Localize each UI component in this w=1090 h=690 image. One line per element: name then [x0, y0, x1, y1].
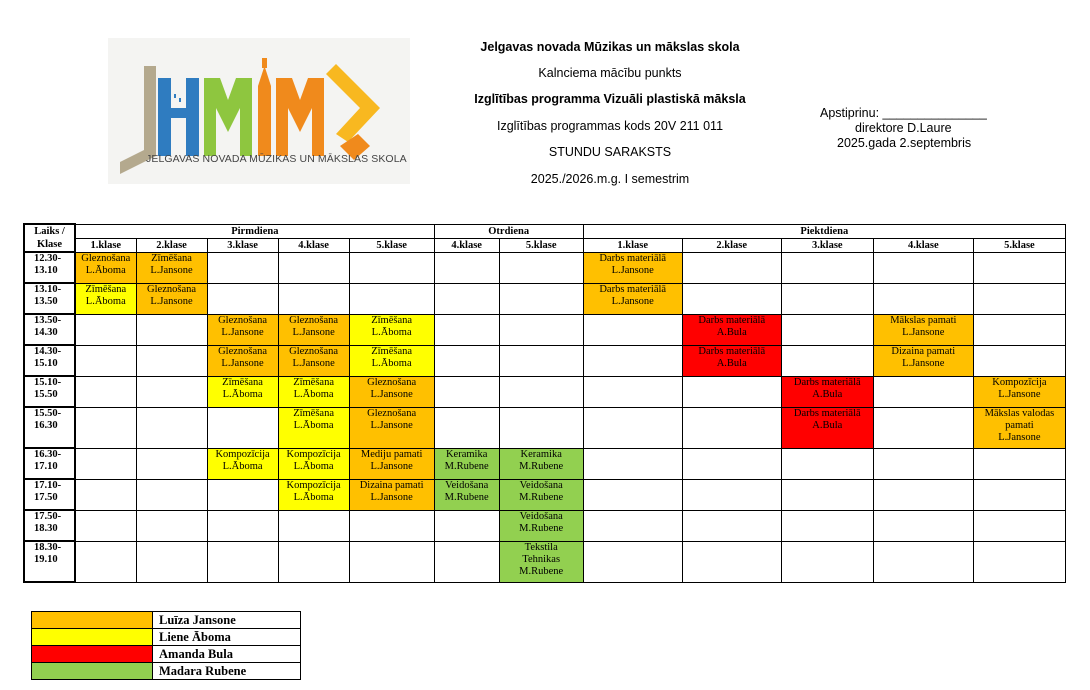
empty-cell — [75, 407, 136, 448]
approval-director: direktore D.Laure — [855, 121, 952, 135]
lesson-cell — [781, 376, 873, 407]
empty-cell — [682, 479, 781, 510]
lesson-subject: Tehnikas — [522, 553, 561, 565]
time-slot — [24, 510, 75, 541]
time-slot — [24, 345, 75, 376]
schedule-row — [24, 252, 1066, 283]
lesson-cell — [434, 448, 499, 479]
lesson-subject: Gleznošana — [367, 376, 417, 388]
lesson-teacher: M.Rubene — [519, 522, 564, 534]
empty-cell — [682, 407, 781, 448]
time-slot-line: 19.10 — [34, 554, 58, 565]
schedule-row — [24, 314, 1066, 345]
empty-cell — [973, 252, 1065, 283]
time-class-header — [24, 224, 75, 252]
time-slot-line: 13.10 — [34, 265, 58, 276]
class-header: 5.klase — [349, 238, 434, 252]
lesson-cell — [349, 376, 434, 407]
lesson-teacher: L.Jansone — [292, 326, 335, 338]
empty-cell — [434, 510, 499, 541]
class-header: 4.klase — [873, 238, 973, 252]
empty-cell — [682, 448, 781, 479]
legend-label: Madara Rubene — [153, 663, 301, 680]
lesson-subject: Veidošana — [519, 479, 563, 491]
class-header: 3.klase — [781, 238, 873, 252]
legend-swatch — [32, 629, 153, 646]
lesson-subject: Gleznošana — [81, 252, 131, 264]
empty-cell — [136, 510, 207, 541]
empty-cell — [781, 448, 873, 479]
lesson-teacher: L.Jansone — [611, 264, 654, 276]
lesson-cell — [207, 376, 278, 407]
lesson-teacher: L.Jansone — [902, 357, 945, 369]
empty-cell — [207, 283, 278, 314]
empty-cell — [75, 448, 136, 479]
lesson-teacher: L.Āboma — [293, 419, 334, 431]
class-header: 1.klase — [75, 238, 136, 252]
lesson-teacher: L.Jansone — [902, 326, 945, 338]
legend-label: Liene Āboma — [153, 629, 301, 646]
lesson-cell — [278, 407, 349, 448]
time-slot-line: 13.10- — [34, 284, 62, 295]
class-header: 5.klase — [499, 238, 583, 252]
lesson-teacher: L.Jansone — [370, 419, 413, 431]
empty-cell — [682, 376, 781, 407]
empty-cell — [873, 479, 973, 510]
time-slot-line: 17.10 — [34, 461, 58, 472]
time-slot-line: 17.10- — [34, 480, 62, 491]
empty-cell — [973, 479, 1065, 510]
lesson-cell — [278, 376, 349, 407]
empty-cell — [349, 283, 434, 314]
lesson-cell — [583, 283, 682, 314]
approval-date: 2025.gada 2.septembris — [837, 136, 972, 150]
empty-cell — [973, 345, 1065, 376]
empty-cell — [434, 314, 499, 345]
lesson-subject: Mākslas valodas — [984, 407, 1055, 419]
lesson-subject: Darbs materiālā — [698, 345, 766, 357]
lesson-cell — [349, 407, 434, 448]
empty-cell — [781, 252, 873, 283]
day-header-tuesday: Otrdiena — [434, 224, 583, 238]
school-name: Jelgavas novada Mūzikas un mākslas skola — [480, 40, 740, 54]
empty-cell — [75, 541, 136, 582]
empty-cell — [434, 541, 499, 582]
lesson-teacher: L.Jansone — [370, 388, 413, 400]
class-header: 4.klase — [278, 238, 349, 252]
lesson-subject: Kompozīcija — [992, 376, 1047, 388]
empty-cell — [781, 510, 873, 541]
lesson-cell — [278, 479, 349, 510]
lesson-subject: Zīmēšana — [371, 345, 413, 357]
lesson-teacher: L.Jansone — [221, 357, 264, 369]
empty-cell — [583, 376, 682, 407]
lesson-teacher: L.Āboma — [293, 460, 334, 472]
lesson-teacher: A.Bula — [716, 326, 747, 338]
empty-cell — [973, 448, 1065, 479]
lesson-teacher: A.Bula — [812, 419, 843, 431]
teacher-legend — [31, 611, 301, 680]
class-header: 4.klase — [434, 238, 499, 252]
lesson-cell — [349, 448, 434, 479]
lesson-teacher: L.Jansone — [611, 295, 654, 307]
empty-cell — [434, 252, 499, 283]
class-header: 5.klase — [973, 238, 1065, 252]
lesson-teacher: M.Rubene — [519, 491, 564, 503]
lesson-teacher: M.Rubene — [444, 491, 489, 503]
lesson-teacher: L.Jansone — [150, 295, 193, 307]
time-slot-line: 18.30- — [34, 542, 62, 553]
empty-cell — [499, 376, 583, 407]
empty-cell — [873, 283, 973, 314]
time-slot-line: 14.30- — [34, 346, 62, 357]
schedule-row — [24, 541, 1066, 582]
class-header: 3.klase — [207, 238, 278, 252]
lesson-teacher: L.Āboma — [293, 388, 334, 400]
lesson-subject: Keramika — [445, 448, 488, 460]
time-slot — [24, 252, 75, 283]
lesson-teacher: L.Āboma — [222, 460, 263, 472]
empty-cell — [278, 283, 349, 314]
empty-cell — [434, 283, 499, 314]
program-name: Izglītības programma Vizuāli plastiskā māksla — [474, 92, 746, 106]
lesson-cell — [499, 479, 583, 510]
time-slot-line: 15.10- — [34, 377, 62, 388]
lesson-subject: Dizaina pamati — [891, 345, 956, 357]
time-slot-line: 13.50 — [34, 296, 58, 307]
lesson-cell — [499, 510, 583, 541]
lesson-cell — [434, 479, 499, 510]
empty-cell — [349, 510, 434, 541]
empty-cell — [278, 541, 349, 582]
lesson-teacher: L.Āboma — [85, 264, 126, 276]
school-logo — [108, 38, 410, 184]
empty-cell — [434, 345, 499, 376]
empty-cell — [75, 479, 136, 510]
lesson-teacher: M.Rubene — [519, 460, 564, 472]
time-slot-line: 18.30 — [34, 523, 58, 534]
legend-row — [32, 629, 301, 646]
approval-signature-line: Apstiprinu: _______________ — [820, 106, 987, 120]
lesson-subject: Gleznošana — [218, 314, 268, 326]
lesson-subject: Gleznošana — [218, 345, 268, 357]
time-slot — [24, 376, 75, 407]
lesson-cell — [781, 407, 873, 448]
empty-cell — [583, 314, 682, 345]
lesson-subject: Gleznošana — [147, 283, 197, 295]
legend-row — [32, 612, 301, 629]
empty-cell — [781, 283, 873, 314]
empty-cell — [136, 376, 207, 407]
schedule-row — [24, 479, 1066, 510]
lesson-cell — [349, 479, 434, 510]
lesson-subject: Gleznošana — [367, 407, 417, 419]
time-slot-line: 16.30 — [34, 420, 58, 431]
empty-cell — [781, 314, 873, 345]
empty-cell — [136, 314, 207, 345]
time-slot-line: 14.30 — [34, 327, 58, 338]
lesson-cell — [75, 283, 136, 314]
lesson-subject: Darbs materiālā — [599, 252, 667, 264]
time-slot-line: 15.50- — [34, 408, 62, 419]
time-slot — [24, 479, 75, 510]
empty-cell — [75, 345, 136, 376]
lesson-teacher: A.Bula — [716, 357, 747, 369]
schedule-row — [24, 376, 1066, 407]
empty-cell — [781, 541, 873, 582]
empty-cell — [781, 345, 873, 376]
schedule-table — [23, 223, 1066, 583]
lesson-subject: Zīmēšana — [222, 376, 263, 388]
day-header-friday: Piektdiena — [583, 224, 1065, 238]
lesson-subject: Zīmēšana — [371, 314, 413, 326]
approval-block — [800, 106, 987, 150]
class-header: 2.klase — [136, 238, 207, 252]
empty-cell — [682, 510, 781, 541]
empty-cell — [434, 376, 499, 407]
lesson-cell — [207, 448, 278, 479]
time-slot — [24, 541, 75, 582]
lesson-teacher: L.Āboma — [293, 491, 334, 503]
branch-name: Kalnciema mācību punkts — [538, 66, 682, 80]
lesson-subject: Gleznošana — [289, 345, 339, 357]
legend-swatch — [32, 663, 153, 680]
lesson-teacher: A.Bula — [812, 388, 843, 400]
empty-cell — [207, 510, 278, 541]
lesson-cell — [136, 252, 207, 283]
empty-cell — [583, 345, 682, 376]
lesson-subject: pamati — [1005, 419, 1034, 431]
lesson-cell — [207, 314, 278, 345]
lesson-cell — [873, 345, 973, 376]
lesson-subject: Kompozīcija — [286, 448, 341, 460]
legend-row — [32, 646, 301, 663]
program-code: Izglītības programmas kods 20V 211 011 — [496, 119, 724, 133]
lesson-teacher: M.Rubene — [444, 460, 489, 472]
lesson-subject: Keramika — [520, 448, 562, 460]
time-header-label: Laiks / — [34, 226, 65, 237]
empty-cell — [682, 252, 781, 283]
empty-cell — [499, 407, 583, 448]
empty-cell — [278, 510, 349, 541]
class-header: 2.klase — [682, 238, 781, 252]
time-slot-line: 16.30- — [34, 449, 62, 460]
lesson-cell — [278, 448, 349, 479]
lesson-cell — [873, 314, 973, 345]
legend-row — [32, 663, 301, 680]
lesson-teacher: L.Āboma — [371, 326, 412, 338]
lesson-subject: Veidošana — [519, 510, 563, 522]
lesson-cell — [136, 283, 207, 314]
empty-cell — [583, 448, 682, 479]
empty-cell — [873, 541, 973, 582]
lesson-cell — [349, 345, 434, 376]
class-header-label: Klase — [36, 239, 63, 250]
time-slot-line: 13.50- — [34, 315, 62, 326]
legend-swatch — [32, 646, 153, 663]
lesson-cell — [583, 252, 682, 283]
empty-cell — [873, 448, 973, 479]
lesson-teacher: M.Rubene — [519, 565, 564, 577]
lesson-teacher: L.Āboma — [371, 357, 412, 369]
empty-cell — [136, 345, 207, 376]
lesson-cell — [278, 314, 349, 345]
lesson-teacher: L.Āboma — [222, 388, 263, 400]
lesson-subject: Dizaina pamati — [359, 479, 424, 491]
empty-cell — [207, 407, 278, 448]
time-slot-line: 17.50- — [34, 511, 62, 522]
lesson-subject: Darbs materiālā — [599, 283, 667, 295]
empty-cell — [434, 407, 499, 448]
time-slot-line: 17.50 — [34, 492, 58, 503]
lesson-cell — [207, 345, 278, 376]
lesson-teacher: L.Āboma — [85, 295, 126, 307]
lesson-teacher: L.Jansone — [150, 264, 193, 276]
schedule-row — [24, 510, 1066, 541]
empty-cell — [75, 314, 136, 345]
lesson-subject: Darbs materiālā — [793, 407, 861, 419]
semester-label: 2025./2026.m.g. I semestrim — [530, 172, 690, 186]
lesson-cell — [682, 314, 781, 345]
empty-cell — [349, 541, 434, 582]
lesson-subject: Mediju pamati — [360, 448, 423, 460]
lesson-subject: Tekstila — [524, 541, 558, 553]
empty-cell — [781, 479, 873, 510]
empty-cell — [682, 541, 781, 582]
empty-cell — [349, 252, 434, 283]
time-slot — [24, 283, 75, 314]
empty-cell — [136, 407, 207, 448]
lesson-cell — [278, 345, 349, 376]
lesson-cell — [499, 541, 583, 582]
lesson-teacher: L.Jansone — [221, 326, 264, 338]
empty-cell — [278, 252, 349, 283]
schedule-row — [24, 283, 1066, 314]
legend-swatch — [32, 612, 153, 629]
lesson-teacher: L.Jansone — [370, 491, 413, 503]
lesson-cell — [349, 314, 434, 345]
lesson-subject: Zīmēšana — [85, 283, 127, 295]
lesson-subject: Kompozīcija — [286, 479, 341, 491]
lesson-cell — [682, 345, 781, 376]
time-slot — [24, 407, 75, 448]
empty-cell — [583, 541, 682, 582]
empty-cell — [75, 376, 136, 407]
time-slot — [24, 448, 75, 479]
time-slot-line: 15.10 — [34, 358, 58, 369]
lesson-teacher: L.Jansone — [998, 431, 1041, 443]
empty-cell — [873, 407, 973, 448]
empty-cell — [873, 376, 973, 407]
schedule-row — [24, 448, 1066, 479]
empty-cell — [583, 407, 682, 448]
lesson-teacher: L.Jansone — [370, 460, 413, 472]
lesson-cell — [973, 407, 1065, 448]
empty-cell — [207, 479, 278, 510]
empty-cell — [207, 252, 278, 283]
lesson-subject: Zīmēšana — [293, 407, 335, 419]
schedule-title: STUNDU SARAKSTS — [548, 145, 672, 159]
lesson-subject: Darbs materiālā — [793, 376, 861, 388]
empty-cell — [207, 541, 278, 582]
lesson-subject: Zīmēšana — [151, 252, 192, 264]
empty-cell — [499, 345, 583, 376]
legend-label: Amanda Bula — [153, 646, 301, 663]
empty-cell — [136, 541, 207, 582]
day-header-monday: Pirmdiena — [75, 224, 434, 238]
empty-cell — [583, 510, 682, 541]
empty-cell — [973, 314, 1065, 345]
empty-cell — [873, 510, 973, 541]
empty-cell — [583, 479, 682, 510]
empty-cell — [973, 541, 1065, 582]
schedule-row — [24, 407, 1066, 448]
logo-text: JELGAVAS NOVADA MŪZIKAS UN MĀKSLAS SKOLA — [146, 153, 407, 165]
lesson-subject: Kompozīcija — [215, 448, 270, 460]
time-slot — [24, 314, 75, 345]
empty-cell — [499, 314, 583, 345]
empty-cell — [499, 283, 583, 314]
class-header: 1.klase — [583, 238, 682, 252]
lesson-cell — [499, 448, 583, 479]
empty-cell — [973, 510, 1065, 541]
empty-cell — [873, 252, 973, 283]
empty-cell — [75, 510, 136, 541]
lesson-subject: Mākslas pamati — [890, 314, 957, 326]
time-slot-line: 15.50 — [34, 389, 58, 400]
legend-label: Luīza Jansone — [153, 612, 301, 629]
lesson-teacher: L.Jansone — [292, 357, 335, 369]
lesson-subject: Veidošana — [445, 479, 489, 491]
empty-cell — [136, 448, 207, 479]
lesson-cell — [973, 376, 1065, 407]
lesson-cell — [75, 252, 136, 283]
lesson-subject: Zīmēšana — [293, 376, 335, 388]
empty-cell — [136, 479, 207, 510]
empty-cell — [499, 252, 583, 283]
lesson-subject: Darbs materiālā — [698, 314, 766, 326]
empty-cell — [682, 283, 781, 314]
empty-cell — [973, 283, 1065, 314]
time-slot-line: 12.30- — [34, 253, 62, 264]
lesson-subject: Gleznošana — [289, 314, 339, 326]
lesson-teacher: L.Jansone — [998, 388, 1041, 400]
schedule-row — [24, 345, 1066, 376]
